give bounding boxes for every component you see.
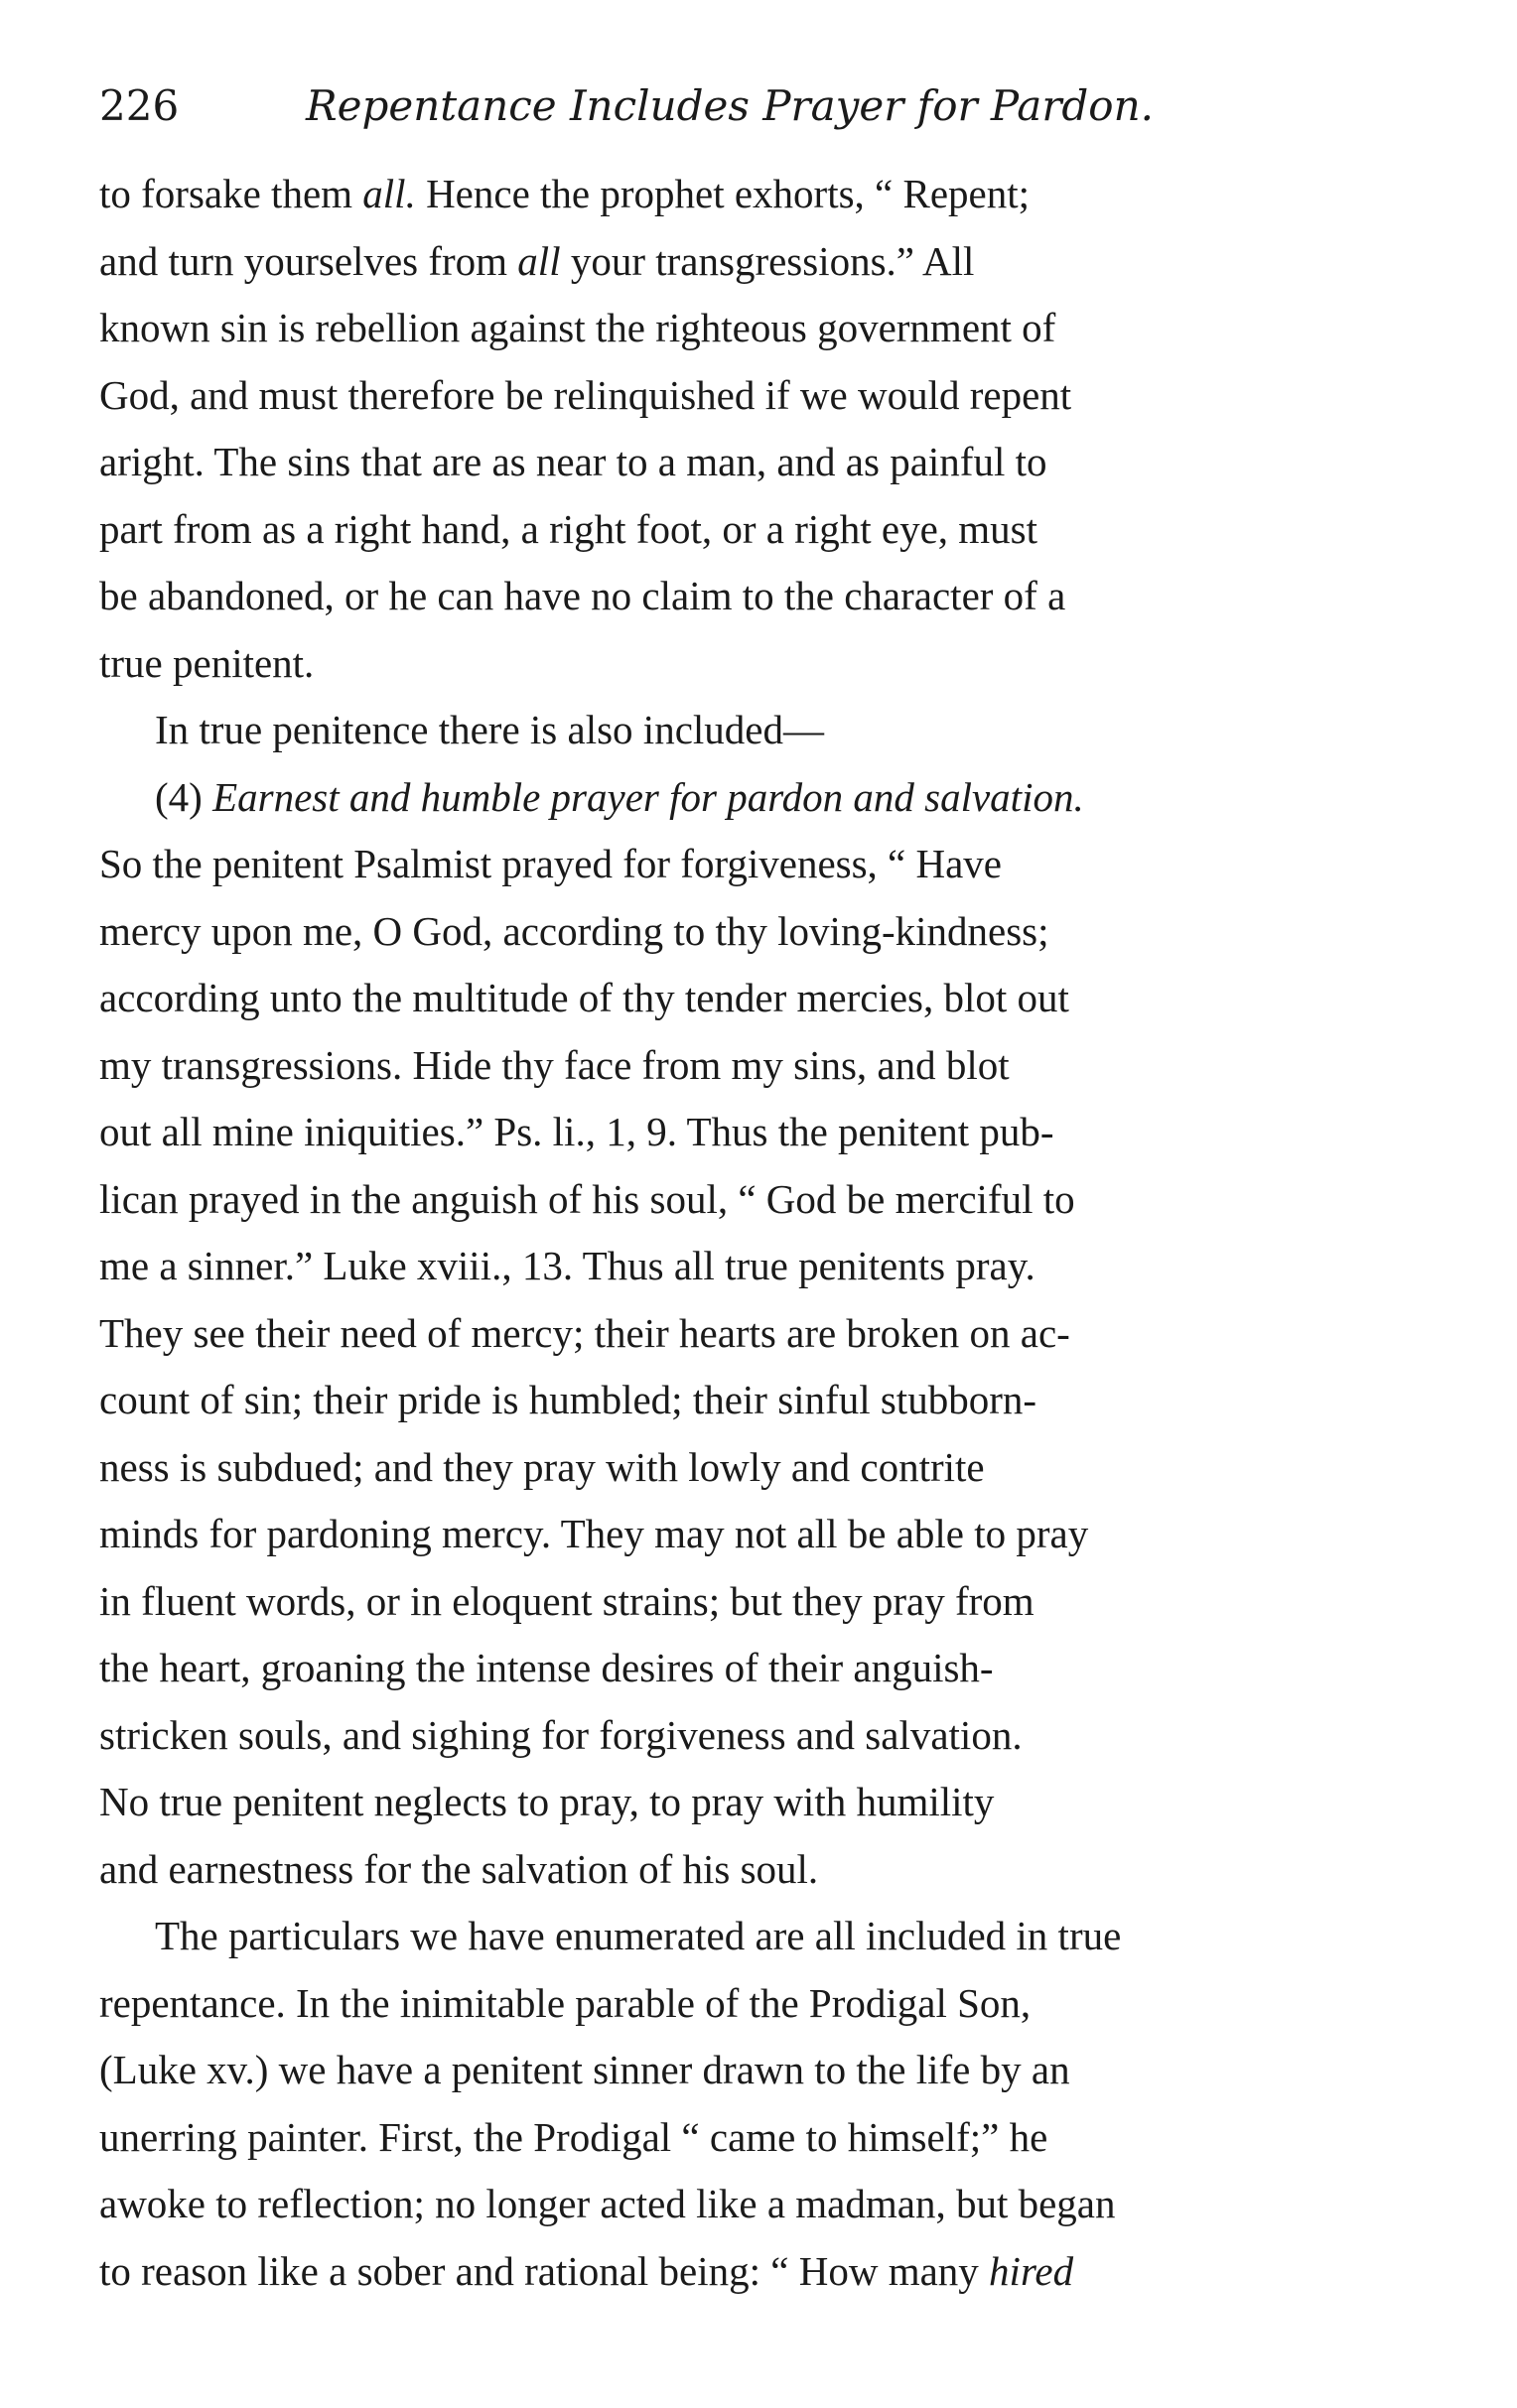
text-line: awoke to reflection; no longer acted like a madman, but began xyxy=(99,2181,1116,2226)
text-line: according unto the multitude of thy tender mercies, blot out xyxy=(99,975,1069,1020)
text-line: So the penitent Psalmist prayed for forgiveness, “ Have xyxy=(99,841,1003,886)
text-line: to reason like a sober and rational being: “ How many hired xyxy=(99,2247,1074,2294)
section-number: (4) xyxy=(155,773,203,820)
text-line: (Luke xv.) we have a penitent sinner drawn to the life by an xyxy=(99,2047,1070,2092)
text-line: and earnestness for the salvation of his soul. xyxy=(99,1845,819,1892)
text-line: my transgressions. Hide thy face from my sins, and blot xyxy=(99,1041,1010,1088)
text-line: God, and must therefore be relinquished if we would repent xyxy=(99,371,1072,418)
text-line: No true penitent neglects to pray, to pray with humility xyxy=(99,1779,995,1824)
text-line: part from as a right hand, a right foot, or a right eye, must xyxy=(99,505,1038,552)
running-head xyxy=(99,71,1410,141)
text-line: repentance. In the inimitable parable of the Prodigal Son, xyxy=(99,1979,1032,2026)
text-line: mercy upon me, O God, according to thy loving-kindness; xyxy=(99,907,1049,954)
text-line: The particulars we have enumerated are all included in true xyxy=(155,1913,1122,1958)
section-heading-line xyxy=(99,764,1390,832)
section-heading: Earnest and humble prayer for pardon and salvation. xyxy=(212,773,1084,820)
page-number: 226 xyxy=(99,81,180,130)
text-line: minds for pardoning mercy. They may not all be able to pray xyxy=(99,1511,1089,1556)
text-line: to forsake them all. Hence the prophet exhorts, “ Repent; xyxy=(99,171,1031,216)
text-line: ness is subdued; and they pray with lowly and contrite xyxy=(99,1443,985,1490)
text-line: and turn yourselves from all your transgressions.” All xyxy=(99,237,975,284)
text-line: aright. The sins that are as near to a man, and as painful to xyxy=(99,439,1047,484)
text-line: lican prayed in the anguish of his soul, “ God be merciful to xyxy=(99,1175,1075,1222)
text-line: unerring painter. First, the Prodigal “ came to himself;” he xyxy=(99,2113,1048,2160)
text-line: the heart, groaning the intense desires of their anguish- xyxy=(99,1645,994,1690)
text-line: count of sin; their pride is humbled; their sinful stubborn- xyxy=(99,1377,1037,1422)
text-line: known sin is rebellion against the righteous government of xyxy=(99,305,1056,350)
text-line: true penitent. xyxy=(99,639,315,686)
running-title: Repentance Includes Prayer for Pardon. xyxy=(306,81,1154,130)
text-line: out all mine iniquities.” Ps. li., 1, 9. Thus the penitent pub- xyxy=(99,1109,1054,1154)
text-line: stricken souls, and sighing for forgiveness and salvation. xyxy=(99,1711,1023,1758)
text-line: In true penitence there is also included— xyxy=(155,707,824,752)
text-line: in fluent words, or in eloquent strains; but they pray from xyxy=(99,1577,1034,1624)
text-line: be abandoned, or he can have no claim to the character of a xyxy=(99,573,1066,618)
body-text xyxy=(99,161,1390,2305)
text-line: me a sinner.” Luke xviii., 13. Thus all true penitents pray. xyxy=(99,1243,1035,1288)
text-line: They see their need of mercy; their hearts are broken on ac- xyxy=(99,1309,1070,1356)
